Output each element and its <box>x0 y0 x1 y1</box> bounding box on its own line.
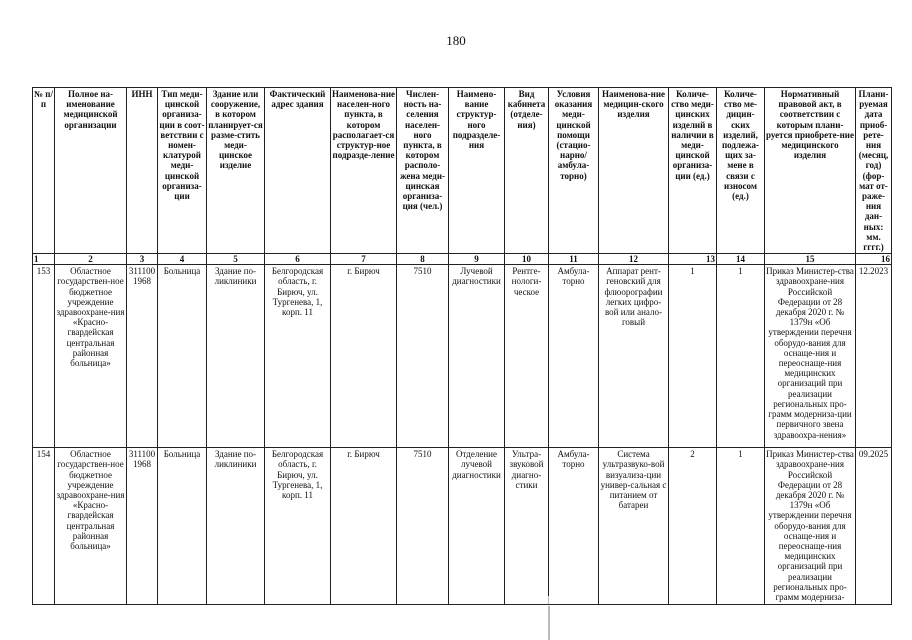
cell-num: 153 <box>33 265 55 448</box>
cell-device: Аппарат рент-геновский для флюорографии легких цифро-вой или анало-говый <box>599 265 669 448</box>
cell-org-name: Областное государствен-ное бюджетное учреждение здравоохране-ния «Красно-гвардейская центральная районная больница» <box>55 448 127 605</box>
column-number: 3 <box>127 254 158 265</box>
scan-artifact <box>548 596 555 604</box>
cell-org-type: Больница <box>158 265 207 448</box>
col-header-num: № п/п <box>33 88 55 254</box>
cell-building: Здание по-ликлиники <box>207 448 265 605</box>
col-header-conditions: Условия оказания меди-цинской помощи (стацио-нарно/ амбула-торно) <box>549 88 599 254</box>
column-number: 10 <box>505 254 549 265</box>
cell-population: 7510 <box>397 265 449 448</box>
column-number: 8 <box>397 254 449 265</box>
equipment-table <box>32 87 892 605</box>
cell-num: 154 <box>33 448 55 605</box>
col-header-population: Числен-ность на-селения населен-ного пункта, в котором располо-жена меди-цинская организа-ция (чел.) <box>397 88 449 254</box>
column-number: 13 <box>669 254 717 265</box>
col-header-address: Фактический адрес здания <box>265 88 331 254</box>
page-number: 180 <box>446 33 466 48</box>
table-row <box>33 448 892 605</box>
column-number: 12 <box>599 254 669 265</box>
cell-address: Белгородская область, г. Бирюч, ул. Тургенева, 1, корп. 11 <box>265 448 331 605</box>
cell-qty-available: 2 <box>669 448 717 605</box>
column-number: 14 <box>717 254 765 265</box>
column-number: 5 <box>207 254 265 265</box>
cell-org-name: Областное государствен-ное бюджетное учреждение здравоохране-ния «Красно-гвардейская центральная районная больница» <box>55 265 127 448</box>
cell-subdivision: Отделение лучевой диагностики <box>449 448 505 605</box>
table-header-row <box>33 88 892 254</box>
column-number: 1 <box>33 254 55 265</box>
cell-qty-replace: 1 <box>717 448 765 605</box>
col-header-qty-replace: Количе-ство ме-дицин-ских изделий, подлежа-щих за-мене в связи с износом (ед.) <box>717 88 765 254</box>
cell-legal-act: Приказ Министер-ства здравоохране-ния Российской Федерации от 28 декабря 2020 г. № 1379н «Об утверждении перечня оборудо-вания для оснаще-ния и переоснаще-ния медицинских организаций при реализации региональных про-грамм модерниза- <box>765 448 856 605</box>
cell-conditions: Амбула-торно <box>549 265 599 448</box>
table-row <box>33 265 892 448</box>
col-header-qty-available: Количе-ство меди-цинских изделий в наличии в меди-цинской организа-ции (ед.) <box>669 88 717 254</box>
col-header-building: Здание или сооружение, в котором планирует-ся разме-стить меди-цинское изделие <box>207 88 265 254</box>
col-header-planned-date: Плани-руемая дата приоб-рете-ния (месяц, год) (фор-мат от-раже-ния дан-ных: мм. гггг.) <box>856 88 892 254</box>
cell-settlement: г. Бирюч <box>331 265 397 448</box>
cell-inn: 3111001968 <box>127 448 158 605</box>
cell-planned-date: 12.2023 <box>856 265 892 448</box>
cell-cabinet: Рентге-нологи-ческое <box>505 265 549 448</box>
column-number: 6 <box>265 254 331 265</box>
cell-org-type: Больница <box>158 448 207 605</box>
column-number: 7 <box>331 254 397 265</box>
cell-planned-date: 09.2025 <box>856 448 892 605</box>
col-header-cabinet: Вид кабинета (отделе-ния) <box>505 88 549 254</box>
cell-subdivision: Лучевой диагностики <box>449 265 505 448</box>
cell-device: Система ультразвуко-вой визуализа-ции универ-сальная с питанием от батареи <box>599 448 669 605</box>
column-number: 11 <box>549 254 599 265</box>
column-number-row <box>33 254 892 265</box>
cell-building: Здание по-ликлиники <box>207 265 265 448</box>
col-header-settlement: Наименова-ние населен-ного пункта, в котором располагает-ся структур-ное подразде-ление <box>331 88 397 254</box>
column-number: 4 <box>158 254 207 265</box>
cell-cabinet: Ультра-звуковой диагно-стики <box>505 448 549 605</box>
col-header-device: Наименова-ние медицин-ского изделия <box>599 88 669 254</box>
cell-settlement: г. Бирюч <box>331 448 397 605</box>
cell-population: 7510 <box>397 448 449 605</box>
cell-address: Белгородская область, г. Бирюч, ул. Тургенева, 1, корп. 11 <box>265 265 331 448</box>
col-header-legal-act: Нормативный правовой акт, в соответствии с которым плани-руется приобрете-ние медицинского изделия <box>765 88 856 254</box>
column-number: 2 <box>55 254 127 265</box>
column-number: 16 <box>856 254 892 265</box>
cell-qty-replace: 1 <box>717 265 765 448</box>
col-header-subdivision: Наимено-вание структур-ного подразделе-ния <box>449 88 505 254</box>
cell-qty-available: 1 <box>669 265 717 448</box>
cell-inn: 3111001968 <box>127 265 158 448</box>
cell-legal-act: Приказ Министер-ства здравоохране-ния Российской Федерации от 28 декабря 2020 г. № 1379н «Об утверждении перечня оборудо-вания для оснаще-ния и переоснаще-ния медицинских организаций при реализации региональных про-грамм модерниза-ции первичного звена здравоохра-нения» <box>765 265 856 448</box>
col-header-inn: ИНН <box>127 88 158 254</box>
col-header-org-name: Полное на-именование медицинской организации <box>55 88 127 254</box>
scan-artifact <box>548 606 550 640</box>
column-number: 15 <box>765 254 856 265</box>
col-header-org-type: Тип меди-цинской организа-ции в соот-ветствии с номен-клатурой меди-цинской организа-ции <box>158 88 207 254</box>
column-number: 9 <box>449 254 505 265</box>
cell-conditions: Амбула-торно <box>549 448 599 605</box>
